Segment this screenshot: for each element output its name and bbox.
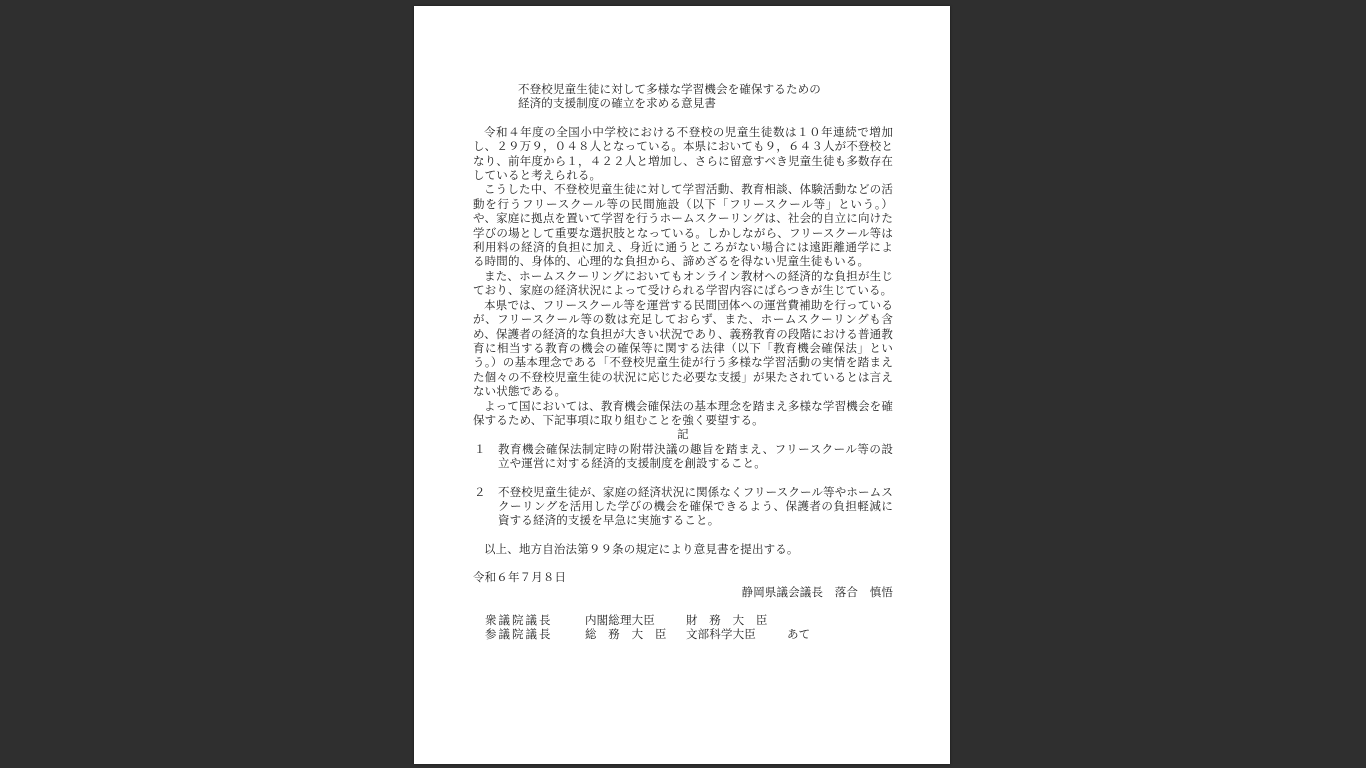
document-title [518, 82, 893, 111]
addressee-suffix: あて [787, 627, 811, 642]
list-item [473, 442, 893, 471]
recipients-row [485, 627, 893, 641]
sender: 静岡県議会議長 落合 慎悟 [741, 584, 893, 599]
paragraph: よって国においては、教育機会確保法の基本理念を踏まえ多様な学習機会を確保するため、下記事項に取り組むことを強く要望する。 [473, 398, 893, 427]
paragraph: 令和４年度の全国小中学校における不登校の児童生徒数は１０年連続で増加し、２９万９，０４８人となっている。本県においても９，６４３人が不登校となり、前年度から１，４２２人と増加し、さらに留意すべき児童生徒も多数存在していると考えられる。 [473, 124, 893, 183]
paragraph: また、ホームスクーリングにおいてもオンライン教材への経済的な負担が生じており、家庭の経済状況によって受けられる学習内容にばらつきが生じている。 [473, 268, 893, 298]
recipient: 衆議院議長 [485, 613, 553, 627]
recipients [485, 613, 893, 642]
item-text: 教育機会確保法制定時の附帯決議の趣旨を踏まえ、フリースクール等の設立や運営に対する経済的支援制度を創設すること。 [498, 441, 893, 471]
title-line-2: 経済的支援制度の確立を求める意見書 [518, 96, 717, 111]
document-date: 令和６年７月８日 [473, 570, 567, 585]
ki-heading: 記 [677, 427, 689, 442]
paragraph: 本県では、フリースクール等を運営する民間団体への運営費補助を行っているが、フリースクール等の数は充足しておらず、また、ホームスクーリングも含め、保護者の経済的な負担が大きい状況であり、義務教育の段階における普通教育に相当する教育の機会の確保等に関する法律（以下「教育機会確保法」という。）の基本理念である「不登校児童生徒が行う多様な学習活動の実情を踏まえた個々の不登校児童生徒の状況に応じた必要な支援」が果たされているとは言えない状態である。 [473, 297, 893, 399]
recipient: 文部科学大臣 [686, 627, 756, 642]
document-page [414, 6, 950, 764]
recipient: 財 務 大 臣 [686, 613, 768, 627]
item-number: １ [474, 441, 486, 456]
item-number: ２ [474, 484, 486, 499]
title-line-1: 不登校児童生徒に対して多様な学習機会を確保するための [518, 82, 821, 96]
recipient: 参議院議長 [485, 627, 553, 642]
item-text: 不登校児童生徒が、家庭の経済状況に関係なくフリースクール等やホームスクーリングを活用した学びの機会を確保できるよう、保護者の負担軽減に資する経済的支援を早急に実施すること。 [498, 484, 893, 528]
closing-statement: 以上、地方自治法第９９条の規定により意見書を提出する。 [484, 541, 799, 556]
recipient: 総 務 大 臣 [585, 627, 667, 642]
document-content [473, 82, 893, 642]
recipient: 内閣総理大臣 [585, 613, 655, 627]
recipients-row [485, 613, 893, 627]
list-item [473, 485, 893, 528]
paragraph: こうした中、不登校児童生徒に対して学習活動、教育相談、体験活動などの活動を行うフリースクール等の民間施設（以下「フリースクール等」という。）や、家庭に拠点を置いて学習を行うホームスクーリングは、社会的自立に向けた学びの場として重要な選択肢となっている。しかしながら、フリースクール等は利用料の経済的負担に加え、身近に通うところがない場合には遠距離通学による時間的、身体的、心理的な負担から、諦めざるを得ない児童生徒もいる。 [473, 182, 893, 269]
recipient [787, 613, 847, 627]
